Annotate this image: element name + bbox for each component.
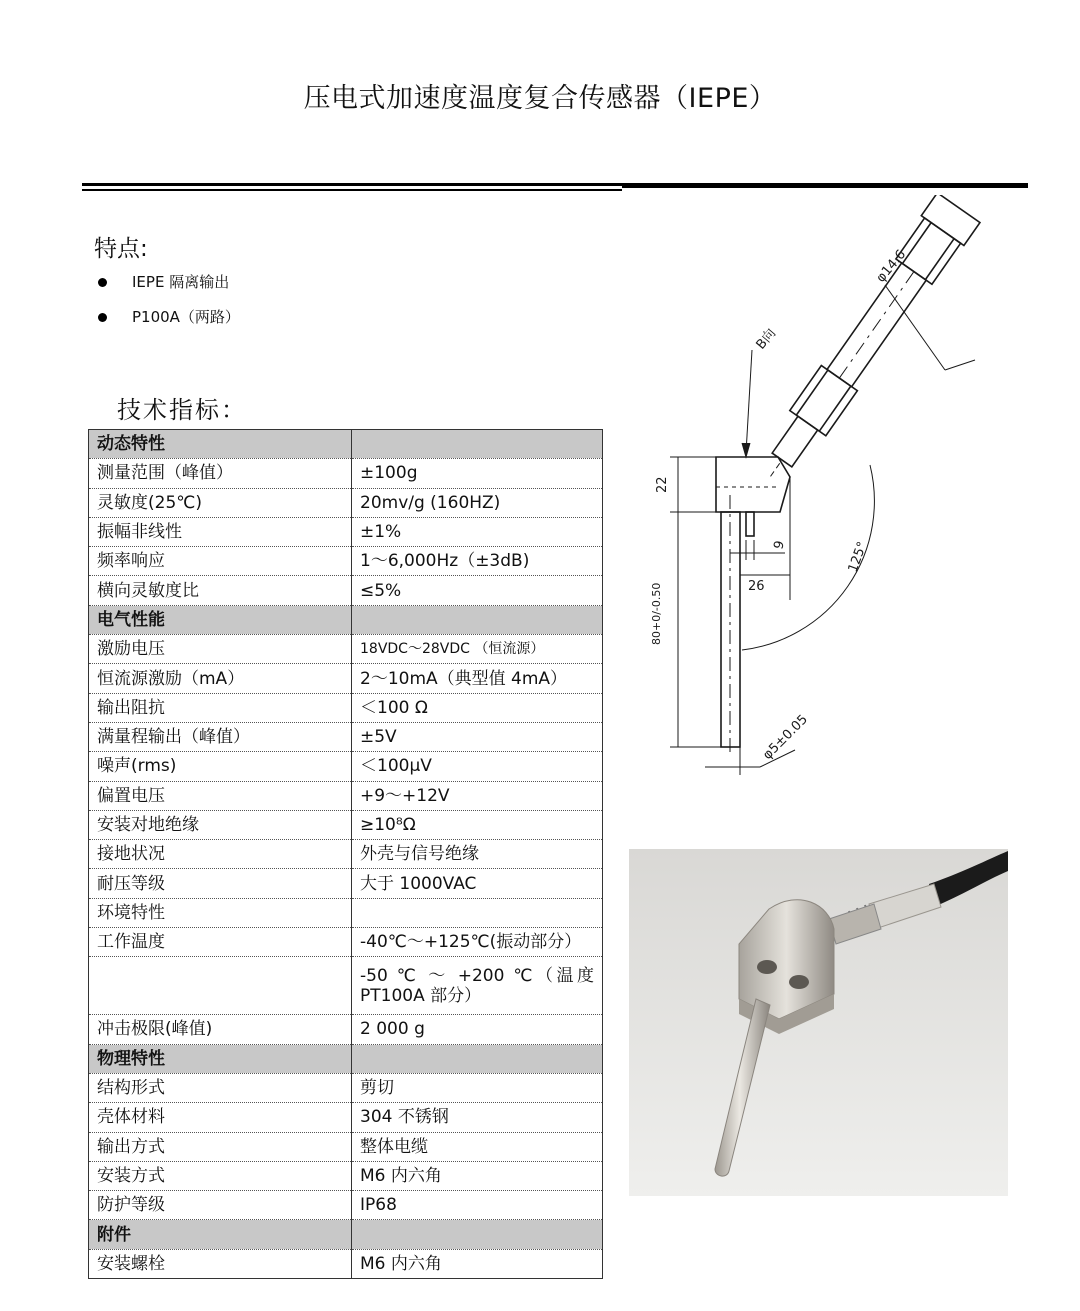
spec-value: ±100g: [352, 459, 603, 488]
spec-row: [89, 635, 603, 664]
spec-row: [89, 928, 603, 957]
spec-label: 振幅非线性: [89, 517, 352, 546]
spec-value: 2 000 g: [352, 1015, 603, 1044]
spec-value: [352, 1044, 603, 1073]
features-heading: 特点:: [94, 236, 148, 262]
document-title: 压电式加速度温度复合传感器（IEPE）: [303, 83, 777, 114]
spec-label: 激励电压: [89, 635, 352, 664]
spec-label: 接地状况: [89, 840, 352, 869]
spec-row: [89, 664, 603, 693]
spec-label: 恒流源激励（mA）: [89, 664, 352, 693]
spec-value: 1～6,000Hz（±3dB): [352, 547, 603, 576]
spec-label: 工作温度: [89, 928, 352, 957]
spec-row: [89, 1191, 603, 1220]
spec-value: ＜100μV: [352, 752, 603, 781]
spec-row: [89, 1015, 603, 1044]
spec-value: -40℃～+125℃(振动部分）: [352, 928, 603, 957]
dim-label: 80+0/-0.50: [650, 582, 663, 645]
dimension-lines: [670, 285, 975, 775]
sensor-photo-illustration: [629, 849, 1008, 1196]
spec-row: [89, 576, 603, 605]
spec-row: [89, 459, 603, 488]
dimension-drawing: [630, 195, 1060, 795]
spec-section-label: 物理特性: [89, 1044, 352, 1073]
spec-value: -50 ℃ ～ +200 ℃（温度 PT100A 部分）: [352, 957, 603, 1015]
spec-value: IP68: [352, 1191, 603, 1220]
spec-row: [89, 898, 603, 927]
spec-section-row: [89, 430, 603, 459]
spec-value: ≥10⁸Ω: [352, 810, 603, 839]
sensor-outline: [716, 195, 980, 755]
spec-label: 频率响应: [89, 547, 352, 576]
spec-value: 大于 1000VAC: [352, 869, 603, 898]
spec-row: [89, 752, 603, 781]
spec-row: [89, 1073, 603, 1102]
dim-label: φ14.6: [873, 247, 910, 286]
spec-label: 输出阻抗: [89, 693, 352, 722]
spec-label: 安装对地绝缘: [89, 810, 352, 839]
features-list: [96, 270, 240, 340]
feature-item: IEPE 隔离输出: [96, 270, 240, 305]
spec-section-label: 动态特性: [89, 430, 352, 459]
spec-value: [352, 605, 603, 634]
spec-value: +9～+12V: [352, 781, 603, 810]
spec-value: 剪切: [352, 1073, 603, 1102]
spec-value: ±1%: [352, 517, 603, 546]
spec-label: 安装螺栓: [89, 1249, 352, 1278]
spec-section-label: 电气性能: [89, 605, 352, 634]
spec-label: 满量程输出（峰值）: [89, 722, 352, 751]
spec-heading: 技术指标：: [117, 396, 247, 424]
spec-table: [88, 429, 603, 1279]
dim-label: B向: [753, 326, 780, 353]
dimension-labels: [650, 247, 909, 763]
spec-section-label: 附件: [89, 1220, 352, 1249]
spec-row: [89, 781, 603, 810]
spec-label: 噪声(rms): [89, 752, 352, 781]
spec-row: [89, 869, 603, 898]
spec-value: ±5V: [352, 722, 603, 751]
dim-label: φ5±0.05: [760, 712, 811, 763]
spec-row: [89, 693, 603, 722]
spec-section-row: [89, 1044, 603, 1073]
spec-row: [89, 840, 603, 869]
spec-row: [89, 517, 603, 546]
spec-value: 304 不锈钢: [352, 1103, 603, 1132]
spec-label: 输出方式: [89, 1132, 352, 1161]
spec-row: [89, 488, 603, 517]
spec-label: 结构形式: [89, 1073, 352, 1102]
spec-label: 测量范围（峰值）: [89, 459, 352, 488]
spec-value: ＜100 Ω: [352, 693, 603, 722]
spec-value: 18VDC～28VDC （恒流源）: [352, 635, 603, 664]
spec-row: [89, 1132, 603, 1161]
spec-value: [352, 898, 603, 927]
spec-section-row: [89, 1220, 603, 1249]
spec-label: 环境特性: [89, 898, 352, 927]
dim-label: 26: [748, 579, 765, 594]
spec-label: 横向灵敏度比: [89, 576, 352, 605]
dim-label: 22: [655, 476, 670, 493]
feature-item: P100A（两路）: [96, 305, 240, 340]
spec-label: 耐压等级: [89, 869, 352, 898]
dim-label: 125°: [845, 539, 871, 575]
spec-value: [352, 430, 603, 459]
spec-label: 灵敏度(25℃): [89, 488, 352, 517]
spec-row: [89, 1249, 603, 1278]
spec-row: [89, 1103, 603, 1132]
spec-value: 20mv/g (160HZ): [352, 488, 603, 517]
product-photo: [629, 849, 1008, 1196]
header-rule-thin-right: [622, 186, 1028, 188]
spec-section-row: [89, 605, 603, 634]
spec-row: [89, 810, 603, 839]
spec-value: 外壳与信号绝缘: [352, 840, 603, 869]
spec-value: ≤5%: [352, 576, 603, 605]
spec-row: [89, 957, 603, 1015]
spec-value: 2～10mA（典型值 4mA）: [352, 664, 603, 693]
spec-value: M6 内六角: [352, 1249, 603, 1278]
spec-value: [352, 1220, 603, 1249]
spec-label: 壳体材料: [89, 1103, 352, 1132]
spec-label: 冲击极限(峰值): [89, 1015, 352, 1044]
spec-row: [89, 1161, 603, 1190]
spec-label: 防护等级: [89, 1191, 352, 1220]
spec-label: 偏置电压: [89, 781, 352, 810]
dim-label: 9: [771, 539, 789, 552]
header-rule-thin-left: [82, 189, 622, 191]
spec-row: [89, 722, 603, 751]
spec-row: [89, 547, 603, 576]
spec-value: 整体电缆: [352, 1132, 603, 1161]
spec-value: M6 内六角: [352, 1161, 603, 1190]
spec-label: 安装方式: [89, 1161, 352, 1190]
spec-label: [89, 957, 352, 1015]
